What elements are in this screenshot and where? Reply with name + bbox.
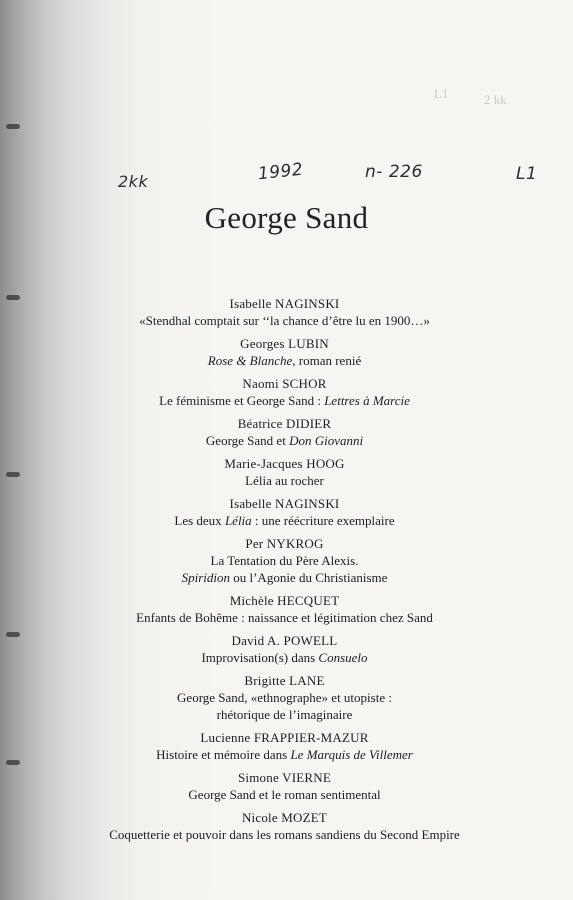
italic-title-segment: Don Giovanni [289,433,364,448]
entry-author: Naomi SCHOR [242,376,327,391]
title-segment: «Stendhal comptait sur ‘‘la chance d’être lu en 1900…» [139,313,430,328]
toc-entry [0,375,571,409]
italic-title-segment: Lettres à Marcie [324,393,410,408]
italic-title-segment: Lélia [224,513,252,528]
toc-entry [0,592,571,626]
entry-title-line [0,352,571,369]
entry-author: David A. POWELL [231,633,338,648]
entry-title-line [0,512,571,529]
entry-title-line [0,552,571,569]
entry-author: Isabelle NAGINSKI [229,496,340,511]
toc-entry [0,335,571,369]
italic-title-segment: Consuelo [318,650,368,665]
handwritten-annotation: L1 [516,164,538,184]
toc-entry [0,672,571,723]
title-segment: La Tentation du Père Alexis. [210,553,359,568]
italic-title-segment: Spiridion [181,570,230,585]
entry-author: Nicole MOZET [241,810,328,825]
title-segment: Les deux [174,513,225,528]
toc-entry [0,535,571,586]
entry-title-line [0,392,571,409]
entry-author: Michèle HECQUET [229,593,340,608]
entry-title-line [0,706,571,723]
toc-entry [0,415,571,449]
entry-title-line [0,472,571,489]
entry-author: Lucienne FRAPPIER-MAZUR [200,730,369,745]
entry-title-line [0,649,571,666]
toc-entry [0,295,571,329]
handwritten-annotation: 1992 [257,159,305,185]
title-segment: , roman renié [292,353,362,368]
title-segment: ou l’Agonie du Christianisme [229,570,388,585]
entry-author: Béatrice DIDIER [237,416,332,431]
italic-title-segment: Le Marquis de Villemer [290,747,413,762]
binding-hole-mark [6,124,20,129]
title-segment: Histoire et mémoire dans [156,747,291,762]
entry-title-line [0,826,571,843]
title-segment: George Sand et le roman sentimental [188,787,381,802]
title-segment: Improvisation(s) dans [201,650,319,665]
table-of-contents [0,295,573,849]
toc-entry [0,809,571,843]
title-segment: Enfants de Bohême : naissance et légitimation chez Sand [136,610,433,625]
title-segment: Le féminisme et George Sand : [159,393,325,408]
entry-author: Simone VIERNE [238,770,331,785]
entry-title-line [0,609,571,626]
title-segment: Coquetterie et pouvoir dans les romans sandiens du Second Empire [109,827,460,842]
show-through-text: 2 kk [484,92,507,107]
title-segment: Lélia au rocher [245,473,324,488]
entry-title-line [0,432,571,449]
handwritten-annotation: n- 226 [365,162,423,182]
page-title: George Sand [204,200,369,235]
italic-title-segment: Rose & Blanche [207,353,293,368]
entry-title-line [0,569,571,586]
entry-author: Brigitte LANE [244,673,325,688]
handwritten-annotation: 2kk [118,172,149,191]
entry-author: Per NYKROG [245,536,324,551]
title-segment: George Sand, «ethnographe» et utopiste : [177,690,392,705]
show-through-text: L1 [434,86,449,101]
toc-entry [0,495,571,529]
toc-entry [0,769,571,803]
entry-title-line [0,312,571,329]
title-segment: : une réécriture exemplaire [251,513,395,528]
toc-entry [0,729,571,763]
title-segment: rhétorique de l’imaginaire [216,707,353,722]
entry-title-line [0,746,571,763]
entry-title-line [0,786,571,803]
entry-title-line [0,689,571,706]
toc-entry [0,455,571,489]
entry-author: Marie-Jacques HOOG [224,456,345,471]
title-segment: George Sand et [205,433,290,448]
entry-author: Georges LUBIN [240,336,329,351]
toc-entry [0,632,571,666]
entry-author: Isabelle NAGINSKI [229,296,340,311]
